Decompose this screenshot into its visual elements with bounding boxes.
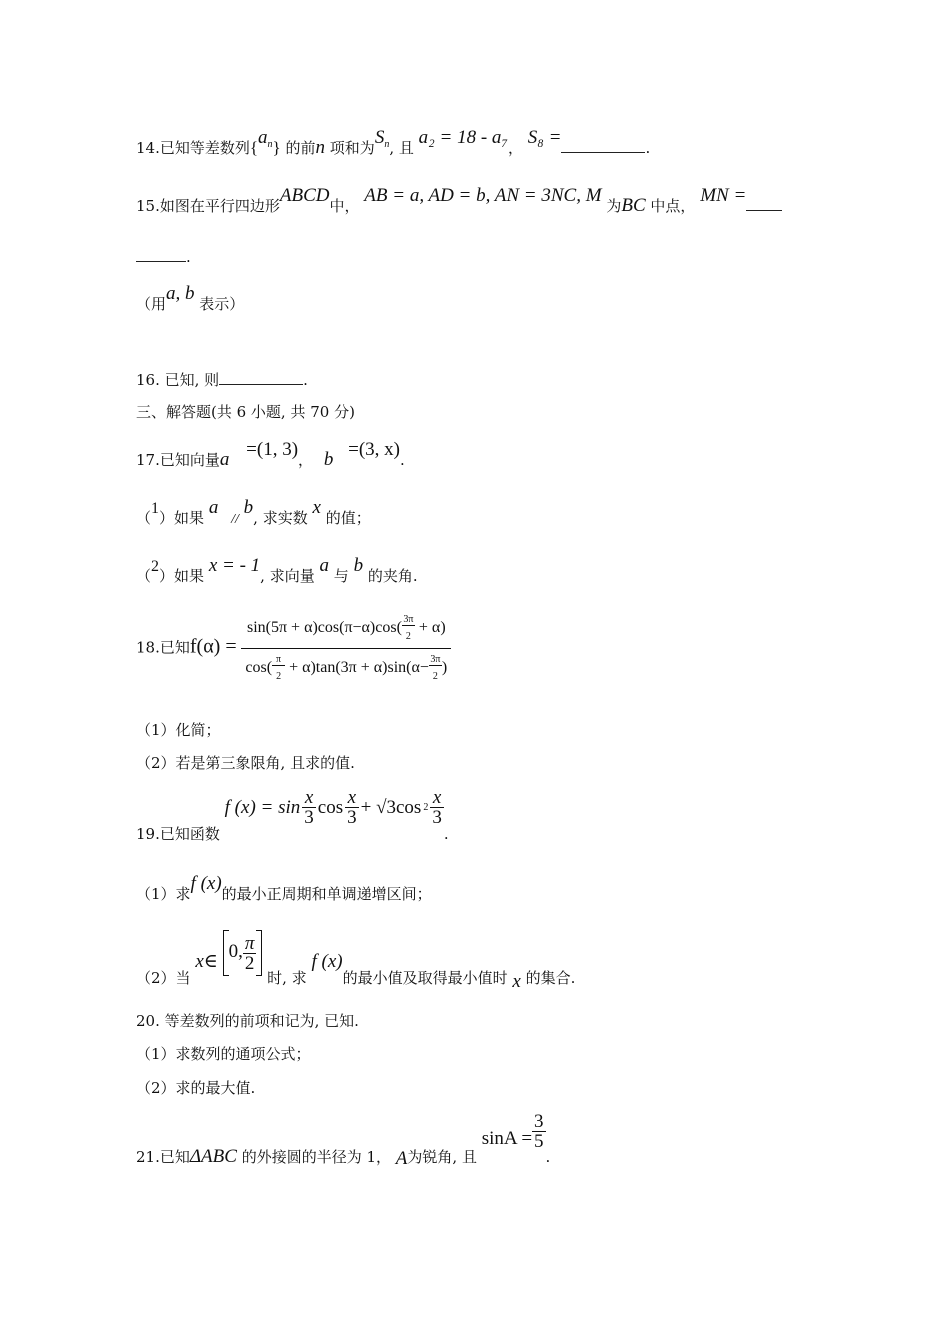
q17-p1-paren-open: （ (136, 509, 152, 527)
q17-p2-text-b: , 求向量 (260, 567, 315, 585)
q16-text: 16. 已知, 则 (136, 371, 220, 389)
q15-mn: MN = (700, 185, 747, 206)
q17-p1-vector-b: b (243, 497, 254, 518)
q21-end: . (545, 1147, 551, 1166)
q16-answer-blank[interactable] (219, 383, 303, 385)
q17-part1 (136, 497, 371, 527)
q20-p2-text: （2）求的最大值. (136, 1079, 256, 1097)
q17-text-a: 已知向量 (159, 451, 220, 469)
q18-text-a: 已知 (159, 638, 190, 657)
q17-p2-condition: x = - 1 (208, 555, 261, 576)
q17-b-value: =(3, x) (348, 439, 400, 460)
q15-text-d: 中点， (650, 197, 696, 215)
q18-fraction (241, 615, 451, 682)
q19-p2-text-c: 的最小值及取得最小值时 (342, 969, 508, 987)
q19-part1 (136, 873, 432, 903)
q18-numerator: sin(5π + α)cos(π−α)cos( $\frac{3\pi}{2}$ + α) (246, 614, 446, 642)
q15-shape: ABCD (279, 185, 330, 206)
q19-p2-text-a: （2）当 (136, 969, 191, 987)
q20-text: 20. 等差数列的前项和记为, 已知. (136, 1012, 359, 1030)
q17-p1-text-c: 的值； (325, 509, 371, 527)
q18-f-alpha: f(α) = (189, 635, 237, 658)
q19-p2-f: f (x) (311, 951, 343, 972)
q21-three-fifths: $\frac{3}{5}$ (534, 1111, 544, 1152)
q17-p1-parallel: // (231, 512, 239, 527)
q14-text-d: , 且 (389, 139, 414, 157)
q19-p1-text-a: （1）求 (136, 885, 191, 903)
q17-p1-vector-a: a (208, 497, 219, 518)
q17-p2-vector-b: b (353, 555, 364, 576)
q18-part2 (136, 756, 355, 771)
q15-line-2 (136, 250, 191, 265)
q14-line (136, 127, 651, 160)
q16-end: . (303, 371, 308, 389)
q14-S: $S_n$ (374, 127, 390, 150)
q19-p1-text-b: 的最小正周期和单调递增区间； (221, 885, 432, 903)
q15-text-b: 中， (329, 197, 360, 215)
q14-number: 14. (136, 139, 160, 157)
section-3-title: 三、解答题(共 6 小题, 共 70 分) (136, 403, 355, 421)
q17-p1-x: x (312, 497, 321, 518)
q21-text-a: 已知 (159, 1147, 190, 1166)
q14-text-e: ， (508, 139, 524, 157)
q19-p2-x: x∈ (195, 951, 218, 972)
q17-p2-text-a: ）如果 (159, 567, 205, 585)
q14-text-c: 项和为 (329, 139, 375, 157)
q21-text-c: 为锐角, 且 (407, 1147, 477, 1166)
q18-line (136, 615, 451, 682)
q17-line (136, 439, 405, 470)
q17-vector-b: b (323, 449, 334, 470)
q14-text-a: 已知等差数列 (159, 139, 250, 157)
q19-p2-x2: x (512, 971, 521, 992)
q21-line (136, 1111, 551, 1169)
q17-number: 17. (136, 451, 160, 469)
q18-p2-text: （2）若是第三象限角, 且求的值. (136, 754, 355, 772)
q17-p2-vector-a: a (319, 555, 329, 576)
q17-p2-number: 2 (151, 558, 160, 575)
q19-end: . (443, 825, 449, 843)
q14-seq: $a_n$ (258, 127, 273, 150)
q19-number: 19. (136, 825, 160, 843)
q17-sep: ， (298, 451, 314, 469)
q15-number: 15. (136, 197, 160, 215)
q17-a-value: =(1, 3) (246, 439, 299, 460)
q17-p1-text-b: , 求实数 (253, 509, 308, 527)
q17-p2-text-c: 与 (333, 567, 349, 585)
q19-part2 (136, 930, 576, 992)
section-3-heading (136, 405, 355, 420)
q19-formula: f (x) = sin $\frac{x}{3}$ cos $\frac{x}{3}$ + √3cos 2 $\frac{x}{3}$ (224, 787, 442, 828)
q14-brace-left: { (249, 138, 259, 157)
q14-answer-blank[interactable] (561, 151, 645, 153)
q19-pi-over-2: $\frac{\pi}{2}$ (244, 932, 255, 974)
q18-denominator: cos( $\frac{\pi}{2}$ + α)tan(3π + α)sin(α− $\frac{3\pi}{2}$ ) (241, 648, 451, 682)
q21-angle-A: A (395, 1147, 408, 1169)
q19-interval-right-bracket (256, 930, 262, 976)
q15-text-a: 如图在平行四边形 (159, 197, 280, 215)
q14-end: . (645, 139, 651, 157)
q20-p1-text: （1）求数列的通项公式； (136, 1045, 311, 1063)
q17-p1-number: 1 (151, 500, 160, 517)
q15-condition: AB = a, AD = b, AN = 3NC, M (364, 185, 602, 206)
q15-hint-vars: a, b (166, 283, 195, 304)
q18-p1-text: （1）化简； (136, 721, 221, 739)
q15-bc: BC (621, 195, 646, 216)
q15-text-c: 为 (606, 197, 622, 215)
q19-text-a: 已知函数 (159, 825, 220, 843)
q15-answer-blank-2[interactable] (136, 260, 186, 262)
q18-part1 (136, 723, 221, 738)
q15-end: . (186, 248, 191, 266)
q19-p2-text-d: 的集合. (525, 969, 576, 987)
q15-hint-b: 表示） (199, 295, 245, 313)
q20-line (136, 1014, 359, 1029)
q17-vector-a: a (219, 449, 230, 470)
q14-text-b: 的前 (285, 139, 316, 157)
q16-line (136, 373, 308, 388)
q20-part1 (136, 1047, 311, 1062)
q17-p2-text-d: 的夹角. (367, 567, 418, 585)
q15-answer-blank-1[interactable] (746, 209, 782, 211)
q19-p1-f: f (x) (190, 873, 222, 894)
q14-brace-right: } (272, 138, 281, 157)
q14-S8: S₈ = (527, 127, 562, 148)
q21-triangle: ΔABC (189, 1145, 237, 1167)
q21-number: 21. (136, 1147, 160, 1166)
q19-p2-zero: 0, (228, 941, 243, 962)
q19-p2-text-b: 时, 求 (267, 969, 307, 987)
q19-line (136, 787, 449, 843)
q17-part2 (136, 555, 418, 585)
q17-p2-paren-open: （ (136, 567, 152, 585)
q19-f: f (x) = sin (224, 797, 301, 818)
q17-end: . (399, 451, 405, 469)
q20-part2 (136, 1081, 255, 1096)
q21-text-b: 的外接圆的半径为 1， (241, 1147, 392, 1166)
q15-hint (136, 283, 245, 313)
q18-number: 18. (136, 638, 160, 657)
q14-equation: a₂ = 18 - a₇ (418, 127, 508, 148)
q15-line (136, 185, 782, 216)
q21-sinA: sinA = (481, 1127, 533, 1149)
q17-p1-text-a: ）如果 (159, 509, 205, 527)
q15-hint-a: （用 (136, 295, 167, 313)
q14-n: n (315, 137, 326, 158)
